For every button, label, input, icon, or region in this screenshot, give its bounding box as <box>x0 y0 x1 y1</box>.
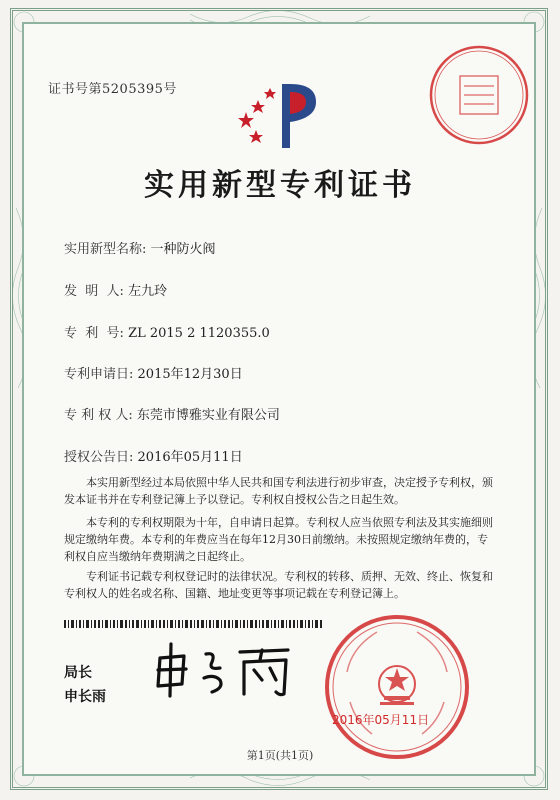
field-value: 左九玲 <box>128 284 168 299</box>
field-label: 授权公告日: <box>64 450 134 465</box>
field-value: 东莞市博雅实业有限公司 <box>136 408 280 423</box>
field-value: 2015年12月30日 <box>137 367 243 382</box>
field-value: 2016年05月11日 <box>137 450 243 465</box>
body-paragraph-2 <box>64 514 500 565</box>
certificate-number: 证书号第5205395号 <box>48 82 177 97</box>
patent-office-logo-icon <box>238 78 324 154</box>
body-line: 本实用新型经过本局依照中华人民共和国专利法进行初步审查，决定授予专利权，颁 <box>86 476 493 489</box>
body-line: 本专利的专利权期限为十年，自申请日起算。专利权人应当依照专利法及其实施细则 <box>86 516 493 529</box>
field-label: 专 利 权 人: <box>64 408 133 423</box>
certificate-title: 实用新型专利证书 <box>144 168 416 203</box>
barcode <box>64 620 324 628</box>
field-value: ZL 2015 2 1120355.0 <box>128 326 270 341</box>
field-announcement-date <box>64 446 243 465</box>
body-line: 专利证书记载专利权登记时的法律状况。专利权的转移、质押、无效、终止、恢复和 <box>86 570 493 583</box>
field-patentee <box>64 404 280 423</box>
field-utility-model-name <box>64 238 216 257</box>
handwritten-signature-icon <box>150 640 300 700</box>
body-paragraph-3 <box>64 568 500 602</box>
director-title: 局长 <box>64 665 92 681</box>
stamp-duty-seal-icon <box>424 40 534 150</box>
body-line: 发本证书并在专利登记簿上予以登记。专利权自授权公告之日起生效。 <box>64 493 405 506</box>
field-value: 一种防火阀 <box>150 242 216 257</box>
director-name: 申长雨 <box>64 689 106 705</box>
field-label: 专利申请日: <box>64 367 134 382</box>
national-ip-office-seal-icon <box>322 612 472 762</box>
body-line: 利权自应当缴纳年费期满之日起终止。 <box>64 550 251 563</box>
field-label: 实用新型名称: <box>64 242 147 257</box>
body-line: 规定缴纳年费。本专利的年费应当在每年12月30日前缴纳。未按照规定缴纳年费的，专 <box>64 533 488 546</box>
page-number: 第1页(共1页) <box>246 749 314 762</box>
seal-date: 2016年05月11日 <box>332 713 430 727</box>
field-label: 发 明 人: <box>64 284 124 299</box>
body-paragraph-1 <box>64 474 500 508</box>
field-label: 专 利 号: <box>64 326 124 341</box>
field-filing-date <box>64 363 243 382</box>
field-patent-number <box>64 322 270 341</box>
body-line: 专利权人的姓名或名称、国籍、地址变更等事项记载在专利登记簿上。 <box>64 587 405 600</box>
field-inventor <box>64 280 167 299</box>
